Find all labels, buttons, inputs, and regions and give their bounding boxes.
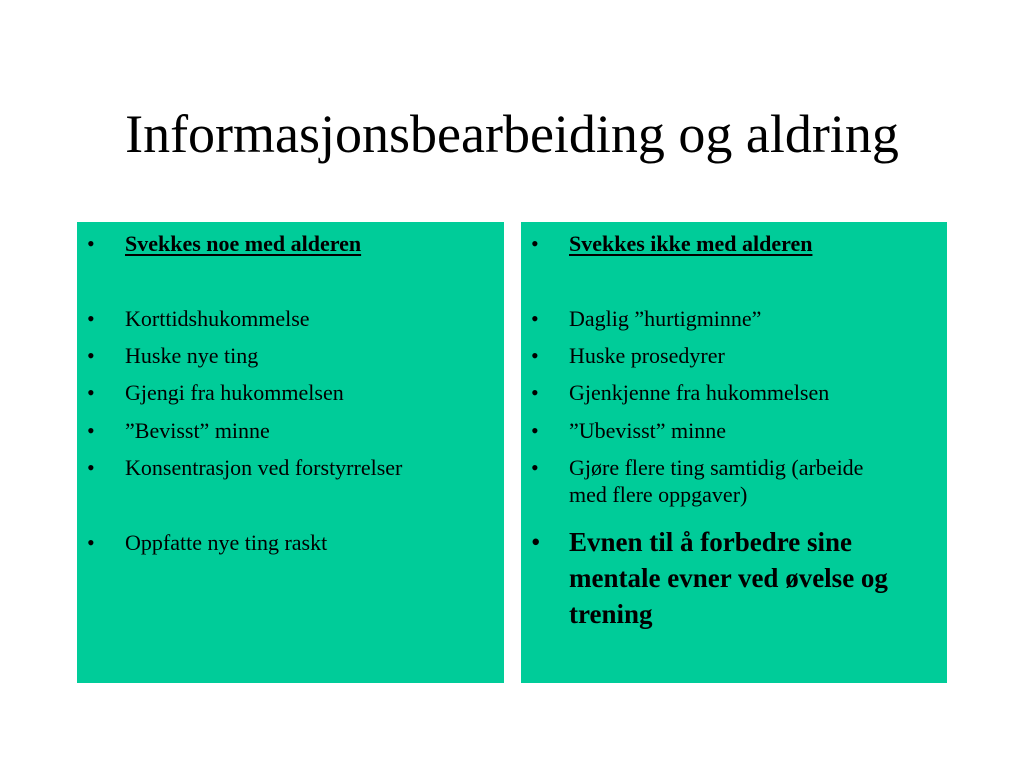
list-item-text: Daglig ”hurtigminne”: [569, 306, 762, 331]
list-item-text: Huske prosedyrer: [569, 343, 725, 368]
bullet-icon: •: [531, 343, 539, 368]
bullet-icon: •: [531, 418, 539, 443]
bullet-icon: •: [87, 380, 95, 405]
list-item-text: ”Ubevisst” minne: [569, 418, 727, 443]
list-item-text: Gjengi fra hukommelsen: [125, 380, 344, 405]
bullet-icon: •: [531, 231, 539, 256]
bullet-icon: •: [87, 231, 95, 256]
bullet-icon: •: [87, 343, 95, 368]
bullet-icon: •: [87, 455, 95, 480]
bullet-icon: •: [531, 380, 539, 405]
list-item-text-emphasis: Evnen til å forbedre sine mentale evner ved øvelse og trening: [569, 527, 888, 629]
list-item-text: Konsentrasjon ved forstyrrelser: [125, 455, 403, 480]
bullet-icon: •: [87, 530, 95, 555]
bullet-icon: •: [87, 306, 95, 331]
bullet-icon: •: [87, 418, 95, 443]
list-item-text: Huske nye ting: [125, 343, 259, 368]
list-item-text: Gjøre flere ting samtidig (arbeide med flere oppgaver): [569, 455, 864, 507]
list-item-text: ”Bevisst” minne: [125, 418, 270, 443]
right-heading: Svekkes ikke med alderen: [569, 231, 813, 256]
left-heading: Svekkes noe med alderen: [125, 231, 362, 256]
bullet-icon: •: [531, 527, 541, 557]
left-panel: [77, 222, 504, 683]
list-item-text: Korttidshukommelse: [125, 306, 310, 331]
list-item-text: Oppfatte nye ting raskt: [125, 530, 328, 555]
bullet-icon: •: [531, 306, 539, 331]
slide-title: Informasjonsbearbeiding og aldring: [125, 104, 899, 164]
list-item-text: Gjenkjenne fra hukommelsen: [569, 380, 830, 405]
bullet-icon: •: [531, 455, 539, 480]
right-panel: [521, 222, 947, 683]
